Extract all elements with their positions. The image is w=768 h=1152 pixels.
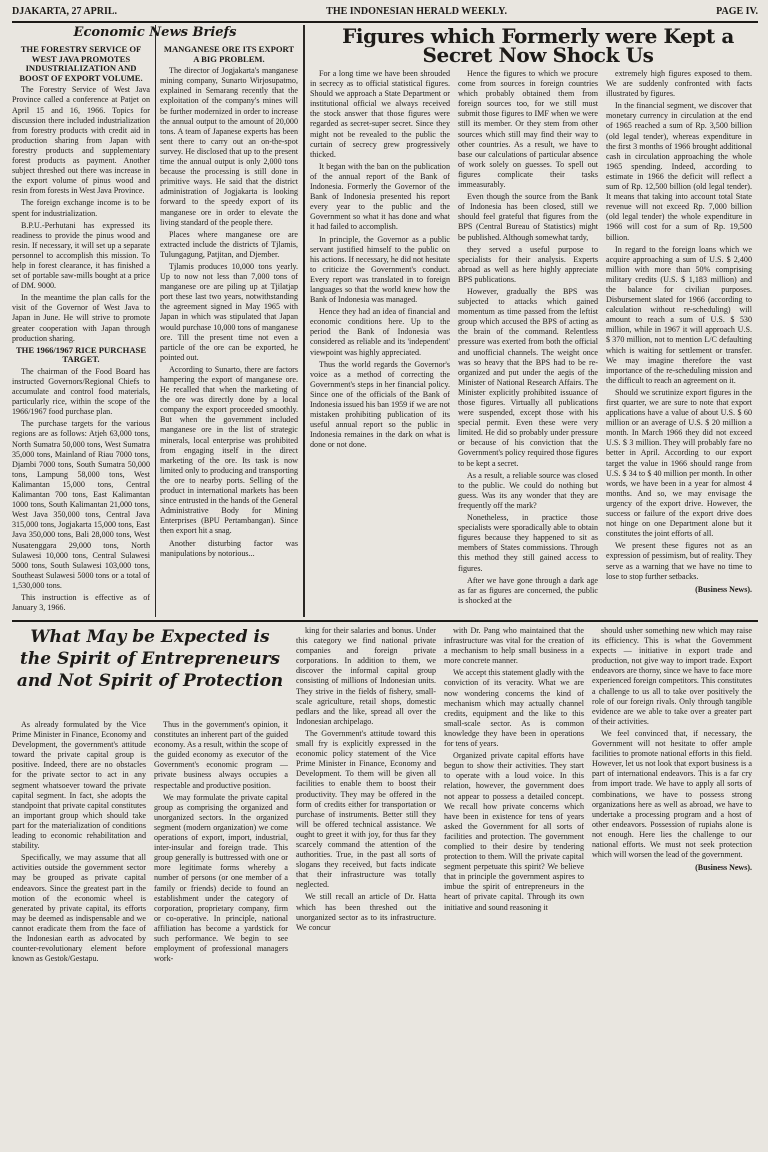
secret-paragraph: In the financial segment, we discover that monetary currency in circulation at the end of 1965 reached a sum of Rp. 3,500 billion (old legal tender), whereas expenditure in the first 3 months of 1966 brought additional cash in circulation approaching the whole 1965 spending. Indeed, according to estimate in 1966 the deficit will reflect a sum of Rp. 12,500 billion (old legal tender). It means that taking into account total State revenue will not exceed Rp. 7,000 billion (old legal tender) the whole expenditure in 1966 will cost for a sum of Rp. 19,500 billion. xyxy=(606,101,752,242)
masthead-title: THE INDONESIAN HERALD WEEKLY. xyxy=(326,6,507,17)
secret-column-1 xyxy=(310,69,450,617)
secret-paragraph: Even though the source from the Bank of Indonesia has been closed, still we should feel grateful that figures from the BPS (Central Bureau of Statistics) might be published. Although somewhat tardy, xyxy=(458,192,598,242)
secret-paragraph: Should we scrutinize export figures in the first quarter, we are sure to note that export applications have a value of about U.S. $ 60 million or an average of U.S. $ 20 million a month. In March 1966 they did not exceed U.S. $ 3 million. They will probably fare no better in April. According to our export target the value in 1966 should range from U.S. $ 34 to $ 40 million per month. In other words, we have been in a year for almost 4 months. And so, we may envisage the urgency of the export drive. However, the success or failure of the export drive does not hinge on one Department alone but it constitutes the joint efforts of all. xyxy=(606,387,752,539)
entrepreneurs-paragraph: We feel convinced that, if necessary, the Government will not hesitate to offer ample facilities to promote national efforts in this field. However, let us not look that export business is a part of international endeavors. This is a far cry from import trade. We have to apply all sorts of combinations, we have to possess strong organizations here as well as abroad, we have to undertake a processing program and a host of other endeavors. Possession of rupiahs alone is not enough. Here lies the challenge to our national efforts. We must not seek protection which will worsen the lead of the government. xyxy=(592,728,752,860)
entrepreneurs-paragraph: Organized private capital efforts have begun to show their activities. They start to operate with a loud voice. In this relation, however, the government does not appear to possess a detailed concept. We recall how private concerns which have been in existence for tens of years asked the Government for all sorts of facilities and protection. The government complied to their desire by tendering protection to them. Will the private capital segment perpetuate this spirit? We believe that in principle the government aspires to imbue the spirit of entrepreneurs in the heart of private capital. Through its own initiative and sound reasoning it xyxy=(444,751,584,912)
entrepreneurs-paragraph: king for their salaries and bonus. Under this category we find national private companies and foreign private corporations. In addition to them, we discover the informal capital group consisting of millions of Indonesian units. They strive in the fields of fishery, small-scale agriculture, retail shops, domestic pedlars and the like, spread all over the Indonesian archipelago. xyxy=(296,626,436,726)
secret-paragraph: We present these figures not as an expression of pessimism, but of reality. They serve as a warning that we have no time to lose to stop further setbacks. xyxy=(606,541,752,581)
secret-column-2 xyxy=(458,69,598,617)
manganese-paragraph: The director of Jogjakarta's manganese mining company, Sunarto Wirjosupatmo, explained in Semarang recently that the exploitation of the company's mines will be further modernized in order to increase the annual output to the amount of 20,000 tons. A team of Japanese experts has been sent there to carry out an on-the-spot survey. He disclosed that up to the present time the annual output is only 2,000 tons because the processing is still done in primitive ways. He said that the district administration of Jogjakarta is looking forward to the speedy export of its manganese ore in order to elevate the living standard of the people there. xyxy=(160,66,298,227)
upper-section xyxy=(12,25,758,617)
secret-paragraph: In principle, the Governor as a public servant justified himself to the public on his actions. If necessary, he did not hesitate to criticize the Government's conduct. Every report was translated in to foreign languages so that the world knew how the Bank of Indonesia was managed. xyxy=(310,234,450,305)
rice-headline: THE 1966/1967 RICE PURCHASE TARGET. xyxy=(15,344,147,365)
manganese-paragraph: Another disturbing factor was manipulations by notorious... xyxy=(160,538,298,558)
manganese-paragraph: Tjlamis produces 10,000 tons yearly. Up to now not less than 7,000 tons of manganese ore are piling up at Tjilatjap port these last two years, notwithstanding the agreement signed in May 1965 with Japan in which was stipulated that Japan would purchase 10,000 tons of manganese ore. Till the present time not even a particle of the ore can be exported, he pointed out. xyxy=(160,261,298,362)
entrepreneurs-paragraph: The Government's attitude toward this small fry is explicitly expressed in the economic policy statement of the Vice Prime Minister in Finance, Economy and Development. To them will be given all facilities to enable them to boost their productivity. They may be offered in the form of credits either for transportation or purchase of instruments. Better still they will be offered technical assistance. We ought to greet it with joy, for thus far they scarcely command the attention of the authorities. True, in the past all sorts of slogans they received, but facts indicate that their infrastructure was totally neglected. xyxy=(296,728,436,890)
economic-news-briefs-title: Economic News Briefs xyxy=(73,25,237,40)
manganese-headline: MANGANESE ORE ITS EXPORT A BIG PROBLEM. xyxy=(163,44,295,64)
entrepreneurs-paragraph: We still recall an article of Dr. Hatta which has been threshed out the unorganized sector as to its infrastructure. We concur xyxy=(296,892,436,932)
secret-paragraph: Thus the world regards the Governor's voice as a method of correcting the Government's steps in her financial policy. Since one of the officials of the Bank of Indonesia issued his ban 1959 if we are not mistaken prohibiting publication of its useful annual report so the public in Indonesia remaines in the dark on what is done or not done. xyxy=(310,359,450,450)
secret-paragraph: Hence the figures to which we procure come from sources in foreign countries which probably obtained them from foreign sources too, for we still must submit those figures to IMF when we were still its member. Or they stem from other sources which still may find their way to other countries. As a result, we have to base our calculations of particular absence of work solely on guesses. To spell out figures complicate their tasks immeasurably. xyxy=(458,69,598,190)
econ-column-1 xyxy=(12,43,150,617)
masthead-rule xyxy=(12,21,758,23)
entrepreneurs-paragraph: We may formulate the private capital group as comprising the organized and unorganized sectors. In the organized segment (modern organization) we come operations of export, import, industrial, inter-insular and foreign trade. This group generally is buttressed with one or more legitimate forms whereby a number of persons (or one member of a family or friends) decide to found an establishment under the category of corporation, proprietary company, firm or co-operative. In principle, national affiliation has become a yardstick for such performance. We begin to see employment of professional managers work- xyxy=(154,792,288,964)
secret-paragraph: In regard to the foreign loans which we acquire approaching a sum of U.S. $ 2,400 million with more than 50% comprising military credits (U.S. $ 1,183 million) and the balance for civilian purposes. Disbursement slated for 1966 (according to calculation without re-scheduling) will amount to reach a sum of U.S. $ 530 million, while in 1967 it will approach U.S. $ 370 million, not to mention L/C defaulting which is waiting for settlement or transfer. We may imagine therefore the vast importance of the re-scheduling mission and the difficult to reach an agreement on it. xyxy=(606,244,752,385)
rice-paragraph: This instruction is effective as of January 3, 1966. xyxy=(12,592,150,613)
entrepreneurs-paragraph: Specifically, we may assume that all activities outside the government sector may be grouped as private capital endeavors. Since the greatest part in the motion of the economic wheel is generated by private capital, its efforts may be deemed as indispensable and we cannot eradicate them from the face of the Indonesian earth as advocated by counter-revolutionary element before known as Gestok/Gestapu. xyxy=(12,853,146,964)
entrepreneurs-paragraph: with Dr. Pang who maintained that the infrastructure was vital for the creation of a mechanism to help small business in a more concrete manner. xyxy=(444,626,584,666)
entrepreneurs-paragraph: Thus in the government's opinion, it constitutes an inherent part of the guided economy. As a result, within the scope of the guided economy as executor of the Government's economic program — private business always occupies a respectable and productive position. xyxy=(154,720,288,790)
masthead xyxy=(12,6,758,18)
secret-paragraph: After we have gone through a dark age as far as figures are concerned, the public is shocked at the xyxy=(458,575,598,605)
secret-paragraph: However, gradually the BPS was subjected to attacks which gained momentum as time passed from the leftist group which accused the BPS of acting as the brain of the command. Relentless pressure was exerted from both the official and unofficial channels. The weight once was so heavy that the BPS had to be re-organized and put under the aegis of the Minister of National Research Affairs. The Minister explicitly prohibited issuance of those figures. Virtually all publications were suspended, except those with his special permit. Even these were very limited. He did so probably under pressure or because of his conviction that the Government's policy required those figures to be kept a secret. xyxy=(458,286,598,468)
entrepreneurs-credit: (Business News). xyxy=(695,863,752,873)
forestry-paragraph: In the meantime the plan calls for the visit of the Governor of West Java to Japan in June. He will strive to promote greater cooperation with Japan through production sharing. xyxy=(12,293,150,343)
entrepreneurs-column-3 xyxy=(296,626,436,1144)
secret-paragraph: For a long time we have been shrouded in secrecy as to official statistical figures. Should we approach a State Department or institutional official we always received the stock answer that those figures were regarded as secret-super secret. Since they might not be revealed to the public the curtain of secrecy grew progressively thicked. xyxy=(310,69,450,159)
entrepreneurs-paragraph: should usher something new which may raise its efficiency. This is what the Government expects — initiative in export trade and production, not give way to import trade. Export endeavors are thorny, since we have to face more experienced foreign competitors. This constitutes a challenge to us all to take over positively the role of our foreign rivals. Only through tangible evidence are we able to take over a greater part of their activities. xyxy=(592,626,752,726)
entrepreneurs-headline: What May be Expected is the Spirit of Entrepreneurs and Not Spirit of Protection xyxy=(16,627,284,691)
rice-paragraph: The purchase targets for the various regions are as follows: Atjeh 63,000 tons, North Sumatra 50,000 tons, West Sumatra 35,000 tons, Mainland of Riau 7000 tons, Djambi 7000 tons, South Sumatra 50,000 tons, Lampung 58,000 tons, West Kalimantan 15,000 tons, Central Kalimantan 700 tons, East Kalimantan 1000 tons, South Kalimantan 21,000 tons, West Java 350,000 tons, Central Java 315,000 tons, Jogjakarta 15,000 tons, East Java 350,000 tons, Bali 28,000 tons, West Nusatenggara 29,000 tons, North Sulawesi 10,000 tons, Central Sulawesi 5000 tons, South Sulawesi 103,000 tons, Southeast Sulawesi 5000 tons or a total of 1,530,000 tons. xyxy=(12,419,150,590)
forestry-headline: THE FORESTRY SERVICE OF WEST JAVA PROMOTES INDUSTRIALIZATION AND BOOST OF EXPORT VOLUME. xyxy=(19,44,143,83)
secret-paragraph: Hence they had an idea of financial and economic conditions here. Up to the period the Bank of Indonesia was considered as reliable and its 'independent' viewpoint was highly appreciated. xyxy=(310,307,450,357)
secret-figures-headline: Figures which Formerly were Kept a Secret Now Shock Us xyxy=(342,24,734,67)
secret-paragraph: they served a useful purpose to specialists for their analysis. Experts abroad as well as here highly appreciate BPS publications. xyxy=(458,244,598,284)
econ-column-2 xyxy=(160,43,298,617)
column-divider xyxy=(155,25,156,617)
column-divider xyxy=(303,25,305,617)
secret-paragraph: As a result, a reliable source was closed to the public. We could do nothing but guess. Was its any wonder that they are frequently off the mark? xyxy=(458,470,598,510)
secret-paragraph: extremely high figures exposed to them. We are suddenly confronted with facts illustrated by figures. xyxy=(606,69,752,99)
secret-paragraph: It began with the ban on the publication of the annual report of the Bank of Indonesia. Formerly the Governor of the Bank of Indonesia presented his report every year to the public and the Government so what it has done and what it had failed to accomplish. xyxy=(310,161,450,232)
masthead-dateline: DJAKARTA, 27 APRIL. xyxy=(12,6,118,17)
entrepreneurs-column-5 xyxy=(592,626,752,1144)
masthead-page-number: PAGE IV. xyxy=(716,6,758,17)
lower-section xyxy=(12,624,758,1144)
entrepreneurs-column-2 xyxy=(154,720,288,1144)
section-rule xyxy=(12,620,758,622)
forestry-paragraph: The foreign exchange income is to be spent for industrialization. xyxy=(12,198,150,218)
entrepreneurs-column-1 xyxy=(12,720,146,1144)
manganese-paragraph: Places where manganese ore are extracted include the districts of Tjlamis, Tulungagung, Patjitan, and Djember. xyxy=(160,229,298,259)
entrepreneurs-paragraph: We accept this statement gladly with the conviction of its veracity. What we are now wondering concerns the kind of mechanism which may actually channel credits, equipment and the like to this small-scale sector. As is common knowledge they have been in operations for tens of years. xyxy=(444,668,584,749)
manganese-paragraph: According to Sunarto, there are factors hampering the export of manganese ore. He recalled that when the marketing of the ore was directly done by a local company the export proceeded smoothly. But when the government included manganese ore in the list of strategic minerals, local enterprise was prohibited from engaging itself in the direct marketing of the ore. Its task is now limited only to producing and transporting the ore to nearby ports. Selling of the product in international markets has been since entrusted in the hands of the General Administrative Body for Mining Enterprises (BPU Pertambangan). Since then export hit a snag. xyxy=(160,364,298,536)
rice-paragraph: The chairman of the Food Board has instructed Governors/Regional Chiefs to accumulate and control food materials, particularly rice, within the scope of the 1966/1967 food purchase plan. xyxy=(12,366,150,417)
secret-credit: (Business News). xyxy=(695,584,752,594)
secret-column-3 xyxy=(606,69,752,617)
entrepreneurs-column-4 xyxy=(444,626,584,1144)
forestry-paragraph: B.P.U.-Perhutani has expressed its readiness to provide the pinus wood and resin. If necessary, it will set up a separate personnel to accomplish this mission. To help in forest clearance, it has finished a set of portable saw-mills bought at a price of DM. 9000. xyxy=(12,220,150,291)
entrepreneurs-paragraph: As already formulated by the Vice Prime Minister in Finance, Economy and Development, the government's attitude toward the private capital group is positive. Indeed, there are no obstacles for the private sector to act in any segment whatsoever toward the private capital segment. In fact, she adopts the standpoint that private capital constitutes an important group which should take part for the materialization of conditions leading to economic rehabilitation and stability. xyxy=(12,720,146,851)
secret-paragraph: Nonetheless, in practice those specialists were sporadically able to obtain figures because they happened to sit as members of States commissions. Through this method they still gained access to figures. xyxy=(458,513,598,573)
forestry-paragraph: The Forestry Service of West Java Province called a conference at Patjet on April 15 and 16, 1966. Topics for discussion there included industrialization from forestry products with credit aid in production sharing from Japan with forestry products and supplementary forest products as payment. Another subject threshed out there was increase in the export volume of pinus wood and resin from forests in West Java Province. xyxy=(12,85,150,196)
